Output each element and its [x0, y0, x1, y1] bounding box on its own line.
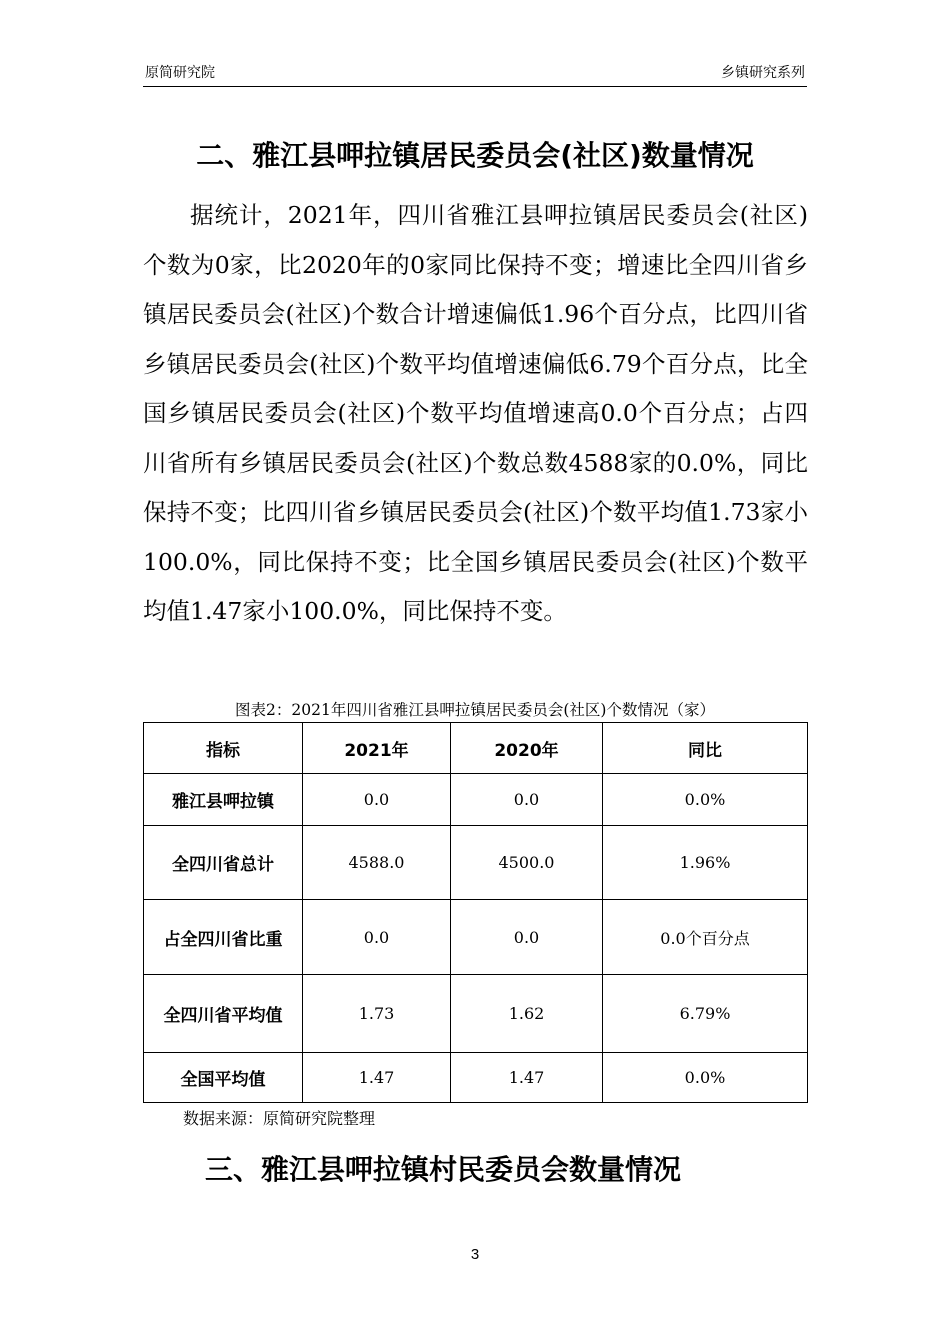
section-2-body: [143, 191, 808, 637]
table-row: [144, 900, 808, 975]
row-label: 全四川省总计: [144, 826, 303, 900]
row-label: 雅江县呷拉镇: [144, 774, 303, 826]
table-cell: 1.96%: [603, 826, 808, 900]
table-cell: 0.0: [303, 774, 451, 826]
table-row: [144, 774, 808, 826]
section-2-paragraph: 据统计，2021年，四川省雅江县呷拉镇居民委员会(社区)个数为0家，比2020年的0家同比保持不变；增速比全四川省乡镇居民委员会(社区)个数合计增速偏低1.96个百分点，比四川省乡镇居民委员会(社区)个数平均值增速偏低6.79个百分点，比全国乡镇居民委员会(社区)个数平均值增速高0.0个百分点；占四川省所有乡镇居民委员会(社区)个数总数4588家的0.0%，同比保持不变；比四川省乡镇居民委员会(社区)个数平均值1.73家小100.0%，同比保持不变；比全国乡镇居民委员会(社区)个数平均值1.47家小100.0%，同比保持不变。: [143, 201, 808, 625]
table-cell: 1.73: [303, 975, 451, 1053]
table-cell: 1.47: [451, 1053, 603, 1103]
table-caption: 图表2：2021年四川省雅江县呷拉镇居民委员会(社区)个数情况（家）: [235, 701, 715, 719]
table-row: [144, 975, 808, 1053]
table-row: [144, 1053, 808, 1103]
table-header-cell: 2020年: [451, 723, 603, 774]
header-series-name: 乡镇研究系列: [721, 64, 805, 80]
table-header-row: [144, 723, 808, 774]
table-cell: 1.62: [451, 975, 603, 1053]
row-label: 占全四川省比重: [144, 900, 303, 975]
table-cell: 0.0: [303, 900, 451, 975]
header-org-name: 原简研究院: [145, 64, 215, 80]
row-label: 全四川省平均值: [144, 975, 303, 1053]
table-cell: 0.0: [451, 774, 603, 826]
table-row: [144, 826, 808, 900]
table-cell: 0.0个百分点: [603, 900, 808, 975]
table-cell: 4500.0: [451, 826, 603, 900]
data-table: [143, 722, 808, 1103]
header-divider: [143, 86, 807, 87]
table-cell: 0.0%: [603, 1053, 808, 1103]
table-cell: 0.0%: [603, 774, 808, 826]
page-number: 3: [470, 1246, 480, 1263]
table-header-cell: 指标: [144, 723, 303, 774]
table-header-cell: 同比: [603, 723, 808, 774]
table-cell: 0.0: [451, 900, 603, 975]
table-cell: 6.79%: [603, 975, 808, 1053]
table-cell: 1.47: [303, 1053, 451, 1103]
section-3-heading: 三、雅江县呷拉镇村民委员会数量情况: [205, 1153, 682, 1186]
table-cell: 4588.0: [303, 826, 451, 900]
table-source-note: 数据来源：原简研究院整理: [183, 1109, 376, 1128]
table-header-cell: 2021年: [303, 723, 451, 774]
section-2-heading: 二、雅江县呷拉镇居民委员会(社区)数量情况: [196, 139, 754, 172]
row-label: 全国平均值: [144, 1053, 303, 1103]
